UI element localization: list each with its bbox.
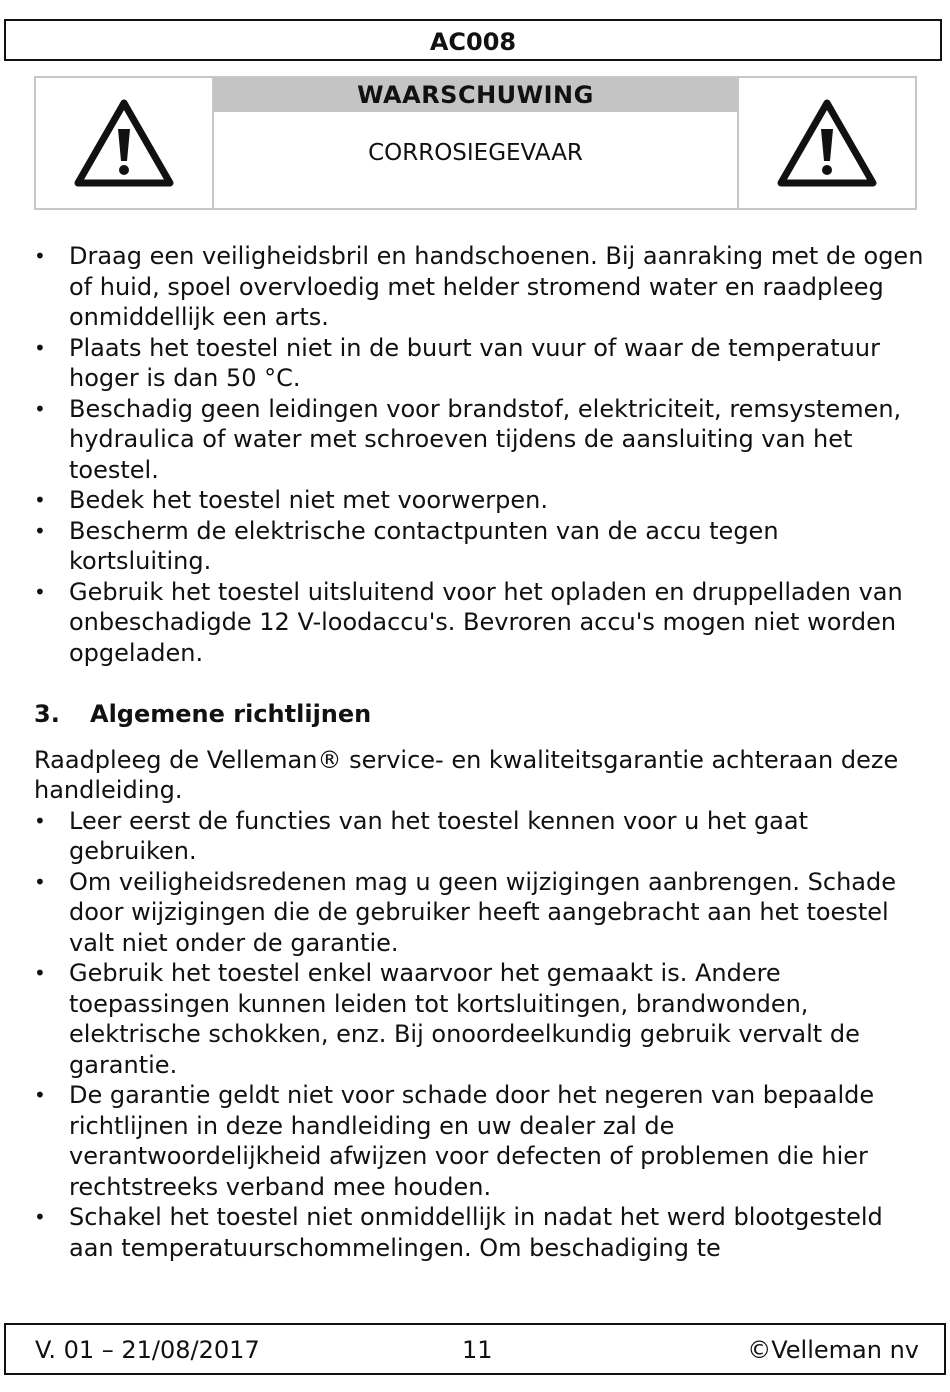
version-date: V. 01 – 21/08/2017 <box>35 1336 260 1364</box>
document-body <box>34 241 924 1263</box>
safety-bullet-list <box>34 241 924 668</box>
warning-icon-cell-right <box>737 78 915 208</box>
guideline-bullet-list <box>34 806 924 1264</box>
list-item: • De garantie geldt niet voor schade door het negeren van bepaalde richtlijnen in deze handleiding en uw dealer zal de verantwoordelijkheid afwijzen voor defecten of problemen die hier rechtstreeks verband mee houden. <box>34 1080 924 1202</box>
document-footer <box>4 1323 946 1375</box>
warning-triangle-icon <box>72 97 176 189</box>
warning-box <box>34 76 917 210</box>
section-heading <box>34 699 924 730</box>
list-item: • Draag een veiligheidsbril en handschoenen. Bij aanraking met de ogen of huid, spoel overvloedig met helder stromend water en raadpleeg onmiddellijk een arts. <box>34 241 924 333</box>
section-title: Algemene richtlijnen <box>90 700 372 728</box>
warning-title: WAARSCHUWING <box>214 78 737 112</box>
warning-text-cell <box>214 78 737 208</box>
list-item: • Gebruik het toestel enkel waarvoor het gemaakt is. Andere toepassingen kunnen leiden tot kortsluitingen, brandwonden, elektrische schokken, enz. Bij onoordeelkundig gebruik vervalt de garantie. <box>34 958 924 1080</box>
list-item: • Plaats het toestel niet in de buurt van vuur of waar de temperatuur hoger is dan 50 °C. <box>34 333 924 394</box>
list-item: • Om veiligheidsredenen mag u geen wijzigingen aanbrengen. Schade door wijzigingen die de gebruiker heeft aangebracht aan het toestel valt niet onder de garantie. <box>34 867 924 959</box>
list-item: • Bedek het toestel niet met voorwerpen. <box>34 485 924 516</box>
section-intro: Raadpleeg de Velleman® service- en kwaliteitsgarantie achteraan deze handleiding. <box>34 745 899 804</box>
list-item: • Gebruik het toestel uitsluitend voor het opladen en druppelladen van onbeschadigde 12 V-loodaccu's. Bevroren accu's mogen niet worden opgeladen. <box>34 577 924 669</box>
copyright: ©Velleman nv <box>747 1336 919 1364</box>
list-item: • Leer eerst de functies van het toestel kennen voor u het gaat gebruiken. <box>34 806 924 867</box>
model-number: AC008 <box>429 28 517 56</box>
section-number: 3. <box>34 700 60 728</box>
list-item: • Schakel het toestel niet onmiddellijk in nadat het werd blootgesteld aan temperatuurschommelingen. Om beschadiging te <box>34 1202 924 1263</box>
page-number: 11 <box>462 1336 493 1364</box>
list-item: • Beschadig geen leidingen voor brandstof, elektriciteit, remsystemen, hydraulica of water met schroeven tijdens de aansluiting van het toestel. <box>34 394 924 486</box>
warning-subtitle: CORROSIEGEVAAR <box>368 140 583 166</box>
document-header <box>4 19 942 61</box>
warning-triangle-icon <box>775 97 879 189</box>
list-item: • Bescherm de elektrische contactpunten van de accu tegen kortsluiting. <box>34 516 924 577</box>
warning-icon-cell-left <box>36 78 214 208</box>
